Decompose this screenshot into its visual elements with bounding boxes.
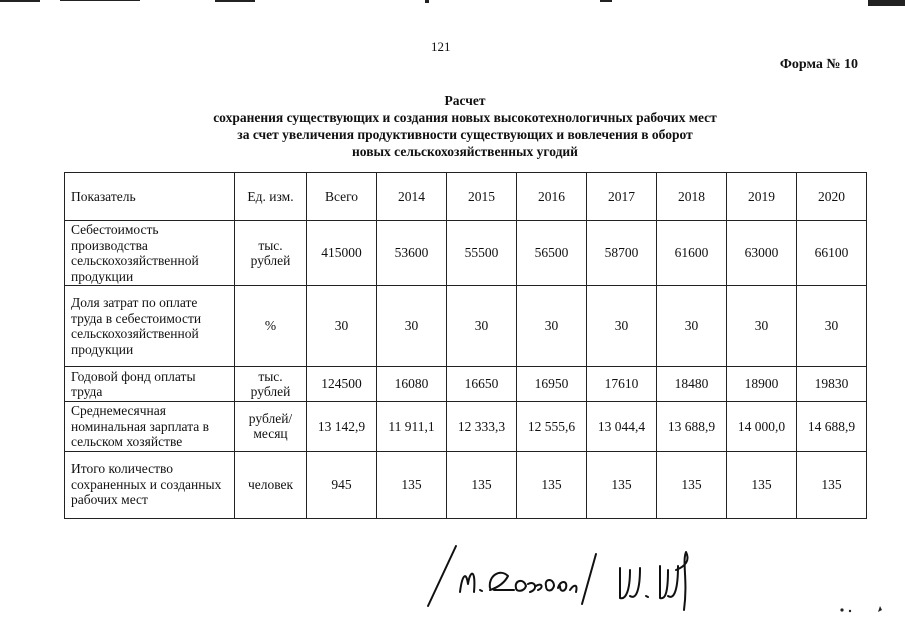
value-cell: 30	[307, 286, 377, 367]
value-cell: 16650	[447, 367, 517, 402]
value-cell: 135	[727, 451, 797, 518]
value-cell: 56500	[517, 221, 587, 286]
table-row	[65, 402, 867, 452]
header-year: 2017	[587, 173, 657, 221]
value-cell: 13 142,9	[307, 402, 377, 452]
title-line: новых сельскохозяйственных угодий	[352, 144, 578, 159]
form-label: Форма № 10	[779, 57, 858, 72]
header-year: 2020	[797, 173, 867, 221]
indicator-cell: Среднемесячная номинальная зарплата в сельском хозяйстве	[65, 402, 235, 452]
unit-cell: рублей/ месяц	[235, 402, 307, 452]
indicator-cell: Итого количество сохраненных и созданных рабочих мест	[65, 451, 235, 518]
value-cell: 53600	[377, 221, 447, 286]
value-cell: 30	[657, 286, 727, 367]
header-year: 2019	[727, 173, 797, 221]
header-year: 2015	[447, 173, 517, 221]
table-row	[65, 367, 867, 402]
value-cell: 30	[377, 286, 447, 367]
signature-1-image	[428, 546, 596, 606]
scan-edge-artifacts	[0, 0, 905, 8]
value-cell: 30	[587, 286, 657, 367]
value-cell: 12 555,6	[517, 402, 587, 452]
document-title	[160, 92, 770, 160]
value-cell: 66100	[797, 221, 867, 286]
value-cell: 13 044,4	[587, 402, 657, 452]
signatures	[420, 540, 710, 620]
title-line: Расчет	[444, 93, 486, 108]
unit-cell: тыс. рублей	[235, 367, 307, 402]
value-cell: 61600	[657, 221, 727, 286]
header-year: 2014	[377, 173, 447, 221]
calculation-table	[64, 172, 867, 519]
scan-artifact-dots	[836, 600, 886, 620]
value-cell: 135	[447, 451, 517, 518]
table-header-row	[65, 173, 867, 221]
value-cell: 16950	[517, 367, 587, 402]
value-cell: 135	[797, 451, 867, 518]
value-cell: 14 688,9	[797, 402, 867, 452]
value-cell: 30	[517, 286, 587, 367]
value-cell: 124500	[307, 367, 377, 402]
page-number: 121	[431, 39, 451, 54]
value-cell: 13 688,9	[657, 402, 727, 452]
indicator-cell: Доля затрат по оплате труда в себестоимости сельскохозяйственной продукции	[65, 286, 235, 367]
value-cell: 58700	[587, 221, 657, 286]
title-line: за счет увеличения продуктивности существующих и вовлечения в оборот	[237, 127, 693, 142]
value-cell: 14 000,0	[727, 402, 797, 452]
unit-cell: тыс. рублей	[235, 221, 307, 286]
value-cell: 135	[587, 451, 657, 518]
header-year: 2018	[657, 173, 727, 221]
value-cell: 16080	[377, 367, 447, 402]
value-cell: 415000	[307, 221, 377, 286]
value-cell: 12 333,3	[447, 402, 517, 452]
value-cell: 30	[447, 286, 517, 367]
header-indicator: Показатель	[65, 173, 235, 221]
table-row	[65, 221, 867, 286]
value-cell: 55500	[447, 221, 517, 286]
signature-2-image	[620, 552, 688, 610]
value-cell: 18480	[657, 367, 727, 402]
value-cell: 11 911,1	[377, 402, 447, 452]
unit-cell: человек	[235, 451, 307, 518]
table-row	[65, 286, 867, 367]
unit-cell: %	[235, 286, 307, 367]
value-cell: 18900	[727, 367, 797, 402]
header-year: 2016	[517, 173, 587, 221]
value-cell: 135	[377, 451, 447, 518]
header-total: Всего	[307, 173, 377, 221]
value-cell: 63000	[727, 221, 797, 286]
value-cell: 135	[657, 451, 727, 518]
value-cell: 19830	[797, 367, 867, 402]
title-line: сохранения существующих и создания новых высокотехнологичных рабочих мест	[213, 110, 717, 125]
handwritten-signatures-image	[420, 540, 710, 620]
value-cell: 30	[797, 286, 867, 367]
indicator-cell: Годовой фонд оплаты труда	[65, 367, 235, 402]
value-cell: 30	[727, 286, 797, 367]
value-cell: 17610	[587, 367, 657, 402]
table-row	[65, 451, 867, 518]
value-cell: 945	[307, 451, 377, 518]
header-unit: Ед. изм.	[235, 173, 307, 221]
value-cell: 135	[517, 451, 587, 518]
indicator-cell: Себестоимость производства сельскохозяйственной продукции	[65, 221, 235, 286]
